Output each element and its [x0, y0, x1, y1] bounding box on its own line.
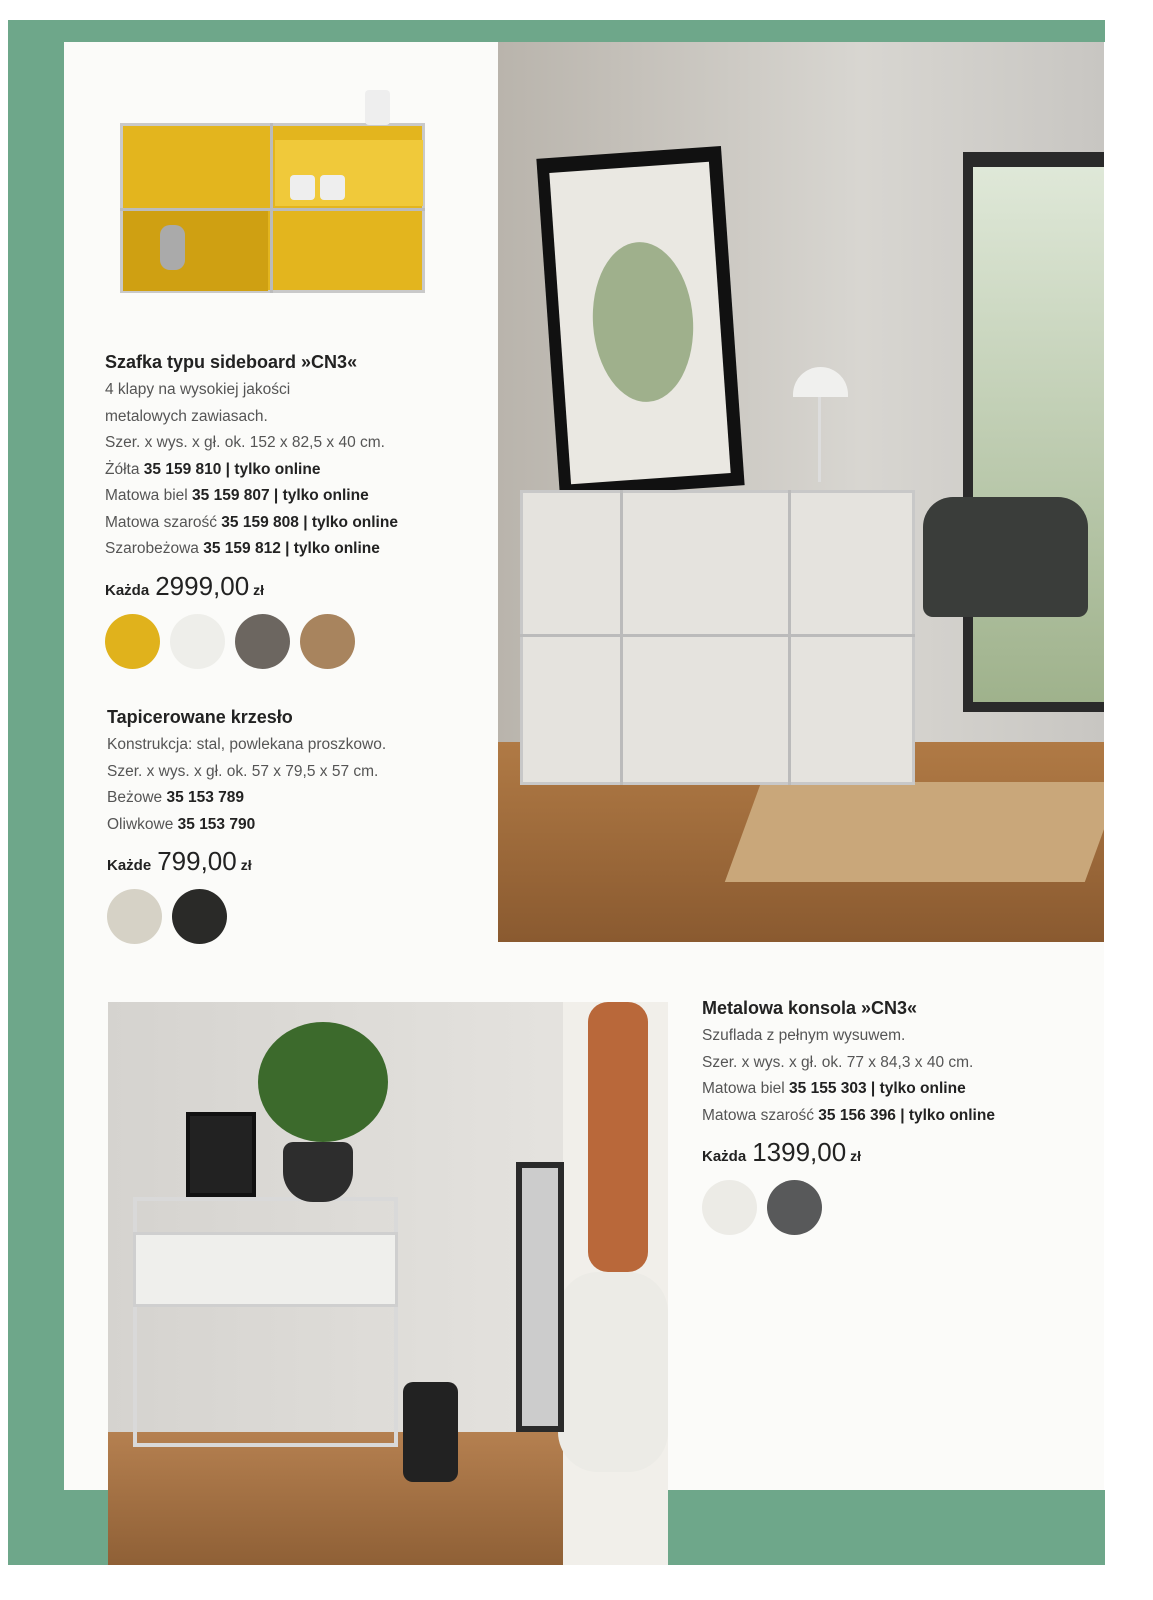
swatch-olive[interactable] [172, 889, 227, 944]
product-dimensions: Szer. x wys. x gł. ok. 57 x 79,5 x 57 cm. [107, 762, 379, 780]
product-dimensions: Szer. x wys. x gł. ok. 77 x 84,3 x 40 cm. [702, 1053, 974, 1071]
swatch-grey[interactable] [235, 614, 290, 669]
variant-row: Beżowe 35 153 789 [107, 789, 245, 806]
swatch-beige[interactable] [107, 889, 162, 944]
swatch-matte-grey[interactable] [767, 1180, 822, 1235]
product-console [702, 998, 1102, 1235]
variant-row: Oliwkowe 35 153 790 [107, 815, 256, 833]
product-description: 4 klapy na wysokiej jakości [105, 381, 291, 398]
green-top-strip [8, 20, 1105, 42]
product-description: Konstrukcja: stal, powlekana proszkowo. [107, 736, 387, 753]
green-left-strip [8, 20, 64, 1565]
price: Każda 1399,00 zł [702, 1137, 862, 1167]
swatch-matte-white[interactable] [702, 1180, 757, 1235]
variant-row: Szarobeżowa 35 159 812 | tylko online [105, 540, 380, 557]
product-dimensions: Szer. x wys. x gł. ok. 152 x 82,5 x 40 cm. [105, 434, 385, 451]
swatch-white[interactable] [170, 614, 225, 669]
variant-row: Żółta 35 159 810 | tylko online [105, 460, 321, 478]
color-swatches [105, 614, 495, 669]
product-title: Szafka typu sideboard »CN3« [105, 352, 358, 372]
price: Każda 2999,00 zł [105, 570, 265, 601]
product-title: Metalowa konsola »CN3« [702, 998, 918, 1018]
product-sideboard [105, 352, 495, 669]
swatch-greige[interactable] [300, 614, 355, 669]
color-swatches [702, 1180, 1102, 1235]
variant-row: Matowa szarość 35 159 808 | tylko online [105, 513, 398, 531]
price: Każde 799,00 zł [107, 846, 252, 876]
product-title: Tapicerowane krzesło [107, 707, 293, 727]
console-room-photo [108, 1002, 668, 1565]
sideboard-yellow-image [115, 90, 430, 305]
variant-row: Matowa szarość 35 156 396 | tylko online [702, 1106, 995, 1124]
color-swatches [107, 889, 497, 944]
product-description: Szuflada z pełnym wysuwem. [702, 1027, 906, 1044]
product-chair [107, 707, 497, 944]
product-description: metalowych zawiasach. [105, 407, 268, 425]
sideboard-room-photo [498, 42, 1104, 942]
swatch-yellow[interactable] [105, 614, 160, 669]
variant-row: Matowa biel 35 159 807 | tylko online [105, 487, 369, 504]
variant-row: Matowa biel 35 155 303 | tylko online [702, 1080, 966, 1097]
